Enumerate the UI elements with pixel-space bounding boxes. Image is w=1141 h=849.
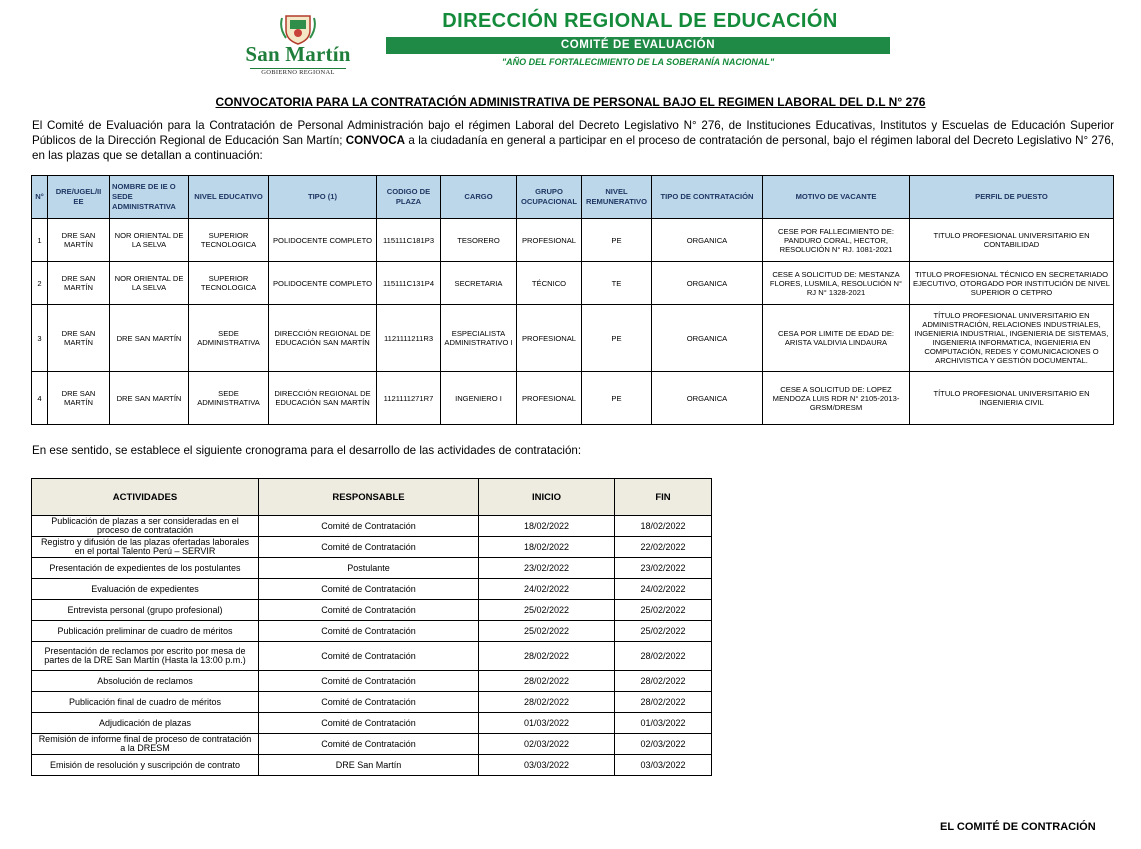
col-fin: FIN (615, 479, 712, 516)
col-responsable: RESPONSABLE (259, 479, 479, 516)
gobierno-regional-logo (236, 10, 360, 76)
col-ie: NOMBRE DE IE O SEDE ADMINISTRATIVA (110, 176, 189, 219)
document-title-text: CONVOCATORIA PARA LA CONTRATACIÓN ADMINISTRATIVA DE PERSONAL BAJO EL REGIMEN LABORAL DEL D.L N° 276 (215, 95, 926, 109)
intro-text-1: El Comité de Evaluación para la Contratación de Personal Administración bajo el régimen Laboral del Decreto Legislativo N° 276, de Instituciones Educativas, Institutos y Escuelas de Educación Superior Públicos de la Dirección Regional de Educación San Martín; (32, 119, 1114, 147)
cell-fin: 22/02/2022 (615, 537, 712, 558)
schedule-header-row (32, 479, 712, 516)
cell-inicio: 24/02/2022 (479, 579, 615, 600)
cell-codigo: 1121111271R7 (377, 372, 441, 425)
cell-num: 4 (32, 372, 48, 425)
cell-motivo: CESA POR LIMITE DE EDAD DE: ARISTA VALDIVIA LINDAURA (763, 305, 910, 372)
cell-cargo: TESORERO (441, 219, 517, 262)
logo-name: San Martín (245, 42, 351, 66)
signature: EL COMITÉ DE CONTRACIÓN (940, 821, 1096, 833)
vacancies-table (31, 175, 1114, 425)
cell-remunerativo: TE (582, 262, 652, 305)
cell-actividad: Publicación de plazas a ser consideradas en el proceso de contratación (32, 516, 259, 537)
table-row (32, 671, 712, 692)
cell-codigo: 1121111211R3 (377, 305, 441, 372)
intro-paragraph (32, 118, 1114, 163)
cell-tipo: DIRECCIÓN REGIONAL DE EDUCACIÓN SAN MARTÍN (269, 372, 377, 425)
cell-inicio: 25/02/2022 (479, 600, 615, 621)
cell-grupo: PROFESIONAL (517, 372, 582, 425)
cell-actividad: Presentación de expedientes de los postulantes (32, 558, 259, 579)
cell-dre: DRE SAN MARTÍN (48, 219, 110, 262)
col-dre: DRE/UGEL/II EE (48, 176, 110, 219)
cell-fin: 28/02/2022 (615, 692, 712, 713)
cell-dre: DRE SAN MARTÍN (48, 372, 110, 425)
table-row (32, 372, 1114, 425)
col-motivo: MOTIVO DE VACANTE (763, 176, 910, 219)
cell-ie: DRE SAN MARTÍN (110, 372, 189, 425)
cell-fin: 24/02/2022 (615, 579, 712, 600)
cell-fin: 03/03/2022 (615, 755, 712, 776)
cell-responsable: Comité de Contratación (259, 537, 479, 558)
cell-inicio: 02/03/2022 (479, 734, 615, 755)
cell-actividad: Emisión de resolución y suscripción de contrato (32, 755, 259, 776)
table-row (32, 600, 712, 621)
cell-actividad: Absolución de reclamos (32, 671, 259, 692)
cell-responsable: DRE San Martín (259, 755, 479, 776)
cell-actividad: Entrevista personal (grupo profesional) (32, 600, 259, 621)
cell-responsable: Comité de Contratación (259, 579, 479, 600)
cell-actividad: Presentación de reclamos por escrito por mesa de partes de la DRE San Martín (Hasta la 13:00 p.m.) (32, 642, 259, 671)
logo-subtitle: GOBIERNO REGIONAL (250, 68, 346, 76)
cell-ie: NOR ORIENTAL DE LA SELVA (110, 219, 189, 262)
cell-responsable: Postulante (259, 558, 479, 579)
cell-inicio: 03/03/2022 (479, 755, 615, 776)
header-title: DIRECCIÓN REGIONAL DE EDUCACIÓN (442, 10, 838, 32)
cell-grupo: PROFESIONAL (517, 305, 582, 372)
col-remunerativo: NIVEL REMUNERATIVO (582, 176, 652, 219)
cell-actividad: Publicación final de cuadro de méritos (32, 692, 259, 713)
table-row (32, 262, 1114, 305)
cell-inicio: 18/02/2022 (479, 537, 615, 558)
cell-tipo: POLIDOCENTE COMPLETO (269, 219, 377, 262)
cell-actividad: Remisión de informe final de proceso de contratación a la DRESM (32, 734, 259, 755)
cell-responsable: Comité de Contratación (259, 692, 479, 713)
cell-fin: 18/02/2022 (615, 516, 712, 537)
cell-perfil: TÍTULO PROFESIONAL UNIVERSITARIO EN ADMINISTRACIÓN, RELACIONES INDUSTRIALES, INGENIERIA INDUSTRIAL, INGENIERIA DE SISTEMAS, INGENIERIA INFORMATICA, INGENIERIA EN COMPUTACIÓN, REDES Y COMUNICACIONES O ARCHIVISTICA Y GESTIÓN DOCUMENTAL. (910, 305, 1114, 372)
document-title (0, 95, 1141, 109)
cell-responsable: Comité de Contratación (259, 713, 479, 734)
table-row (32, 755, 712, 776)
cell-fin: 23/02/2022 (615, 558, 712, 579)
table-row (32, 734, 712, 755)
cell-cargo: ESPECIALISTA ADMINISTRATIVO I (441, 305, 517, 372)
table-row (32, 713, 712, 734)
cell-fin: 02/03/2022 (615, 734, 712, 755)
cell-inicio: 25/02/2022 (479, 621, 615, 642)
table-row (32, 305, 1114, 372)
cell-cargo: INGENIERO I (441, 372, 517, 425)
cell-cargo: SECRETARIA (441, 262, 517, 305)
intro-text-2: a la ciudadanía en general a participar en el proceso de contratación de personal, bajo el régimen laboral del Decreto Legislativo N° 276, en las plazas que se detallan a continuación: (32, 134, 1115, 162)
table-row (32, 558, 712, 579)
cell-nivel: SEDE ADMINISTRATIVA (189, 372, 269, 425)
cell-codigo: 115111C181P3 (377, 219, 441, 262)
cell-fin: 01/03/2022 (615, 713, 712, 734)
cell-motivo: CESE A SOLICITUD DE: LOPEZ MENDOZA LUIS RDR N° 2105-2013-GRSM/DRESM (763, 372, 910, 425)
col-contratacion: TIPO DE CONTRATACIÓN (652, 176, 763, 219)
schedule-intro: En ese sentido, se establece el siguiente cronograma para el desarrollo de las actividades de contratación: (32, 444, 582, 457)
cell-num: 2 (32, 262, 48, 305)
table-row (32, 219, 1114, 262)
cell-inicio: 28/02/2022 (479, 642, 615, 671)
cell-nivel: SUPERIOR TECNOLOGICA (189, 262, 269, 305)
cell-inicio: 18/02/2022 (479, 516, 615, 537)
cell-codigo: 115111C131P4 (377, 262, 441, 305)
cell-responsable: Comité de Contratación (259, 734, 479, 755)
table-row (32, 579, 712, 600)
header-motto: "AÑO DEL FORTALECIMIENTO DE LA SOBERANÍA NACIONAL" (501, 57, 775, 67)
cell-remunerativo: PE (582, 305, 652, 372)
cell-contratacion: ORGANICA (652, 262, 763, 305)
cell-dre: DRE SAN MARTÍN (48, 262, 110, 305)
cell-responsable: Comité de Contratación (259, 671, 479, 692)
cell-fin: 25/02/2022 (615, 621, 712, 642)
cell-actividad: Evaluación de expedientes (32, 579, 259, 600)
cell-dre: DRE SAN MARTÍN (48, 305, 110, 372)
cell-actividad: Publicación preliminar de cuadro de méritos (32, 621, 259, 642)
cell-inicio: 28/02/2022 (479, 692, 615, 713)
cell-motivo: CESE A SOLICITUD DE: MESTANZA FLORES, LUSMILA, RESOLUCIÓN N° RJ N° 1328-2021 (763, 262, 910, 305)
col-codigo: CODIGO DE PLAZA (377, 176, 441, 219)
cell-num: 3 (32, 305, 48, 372)
table-row (32, 692, 712, 713)
cell-perfil: TITULO PROFESIONAL UNIVERSITARIO EN CONTABILIDAD (910, 219, 1114, 262)
cell-tipo: POLIDOCENTE COMPLETO (269, 262, 377, 305)
cell-inicio: 01/03/2022 (479, 713, 615, 734)
cell-tipo: DIRECCIÓN REGIONAL DE EDUCACIÓN SAN MARTÍN (269, 305, 377, 372)
cell-perfil: TITULO PROFESIONAL TÉCNICO EN SECRETARIADO EJECUTIVO, OTORGADO POR INSTITUCIÓN DE NIVEL SUPERIOR O CETPRO (910, 262, 1114, 305)
cell-responsable: Comité de Contratación (259, 600, 479, 621)
coat-of-arms-icon (278, 12, 318, 46)
cell-ie: NOR ORIENTAL DE LA SELVA (110, 262, 189, 305)
cell-fin: 28/02/2022 (615, 642, 712, 671)
cell-remunerativo: PE (582, 372, 652, 425)
col-cargo: CARGO (441, 176, 517, 219)
col-num: N° (32, 176, 48, 219)
cell-fin: 25/02/2022 (615, 600, 712, 621)
cell-responsable: Comité de Contratación (259, 516, 479, 537)
cell-inicio: 23/02/2022 (479, 558, 615, 579)
cell-motivo: CESE POR FALLECIMIENTO DE: PANDURO CORAL, HECTOR, RESOLUCIÓN N° RJ. 1081-2021 (763, 219, 910, 262)
cell-perfil: TÍTULO PROFESIONAL UNIVERSITARIO EN INGENIERIA CIVIL (910, 372, 1114, 425)
cell-inicio: 28/02/2022 (479, 671, 615, 692)
intro-convoca: CONVOCA (345, 134, 406, 147)
col-actividades: ACTIVIDADES (32, 479, 259, 516)
table-row (32, 621, 712, 642)
col-perfil: PERFIL DE PUESTO (910, 176, 1114, 219)
col-tipo: TIPO (1) (269, 176, 377, 219)
cell-remunerativo: PE (582, 219, 652, 262)
cell-nivel: SEDE ADMINISTRATIVA (189, 305, 269, 372)
table-row (32, 516, 712, 537)
cell-contratacion: ORGANICA (652, 372, 763, 425)
table-row (32, 642, 712, 671)
schedule-table (31, 478, 712, 776)
cell-contratacion: ORGANICA (652, 219, 763, 262)
cell-nivel: SUPERIOR TECNOLOGICA (189, 219, 269, 262)
cell-num: 1 (32, 219, 48, 262)
cell-ie: DRE SAN MARTÍN (110, 305, 189, 372)
cell-grupo: PROFESIONAL (517, 219, 582, 262)
cell-actividad: Registro y difusión de las plazas ofertadas laborales en el portal Talento Perú – SERVIR (32, 537, 259, 558)
col-grupo: GRUPO OCUPACIONAL (517, 176, 582, 219)
table-row (32, 537, 712, 558)
header-band: COMITÉ DE EVALUACIÓN (386, 37, 890, 54)
cell-contratacion: ORGANICA (652, 305, 763, 372)
cell-actividad: Adjudicación de plazas (32, 713, 259, 734)
col-inicio: INICIO (479, 479, 615, 516)
vacancies-header-row (32, 176, 1114, 219)
cell-fin: 28/02/2022 (615, 671, 712, 692)
col-nivel: NIVEL EDUCATIVO (189, 176, 269, 219)
cell-grupo: TÉCNICO (517, 262, 582, 305)
cell-responsable: Comité de Contratación (259, 642, 479, 671)
cell-responsable: Comité de Contratación (259, 621, 479, 642)
